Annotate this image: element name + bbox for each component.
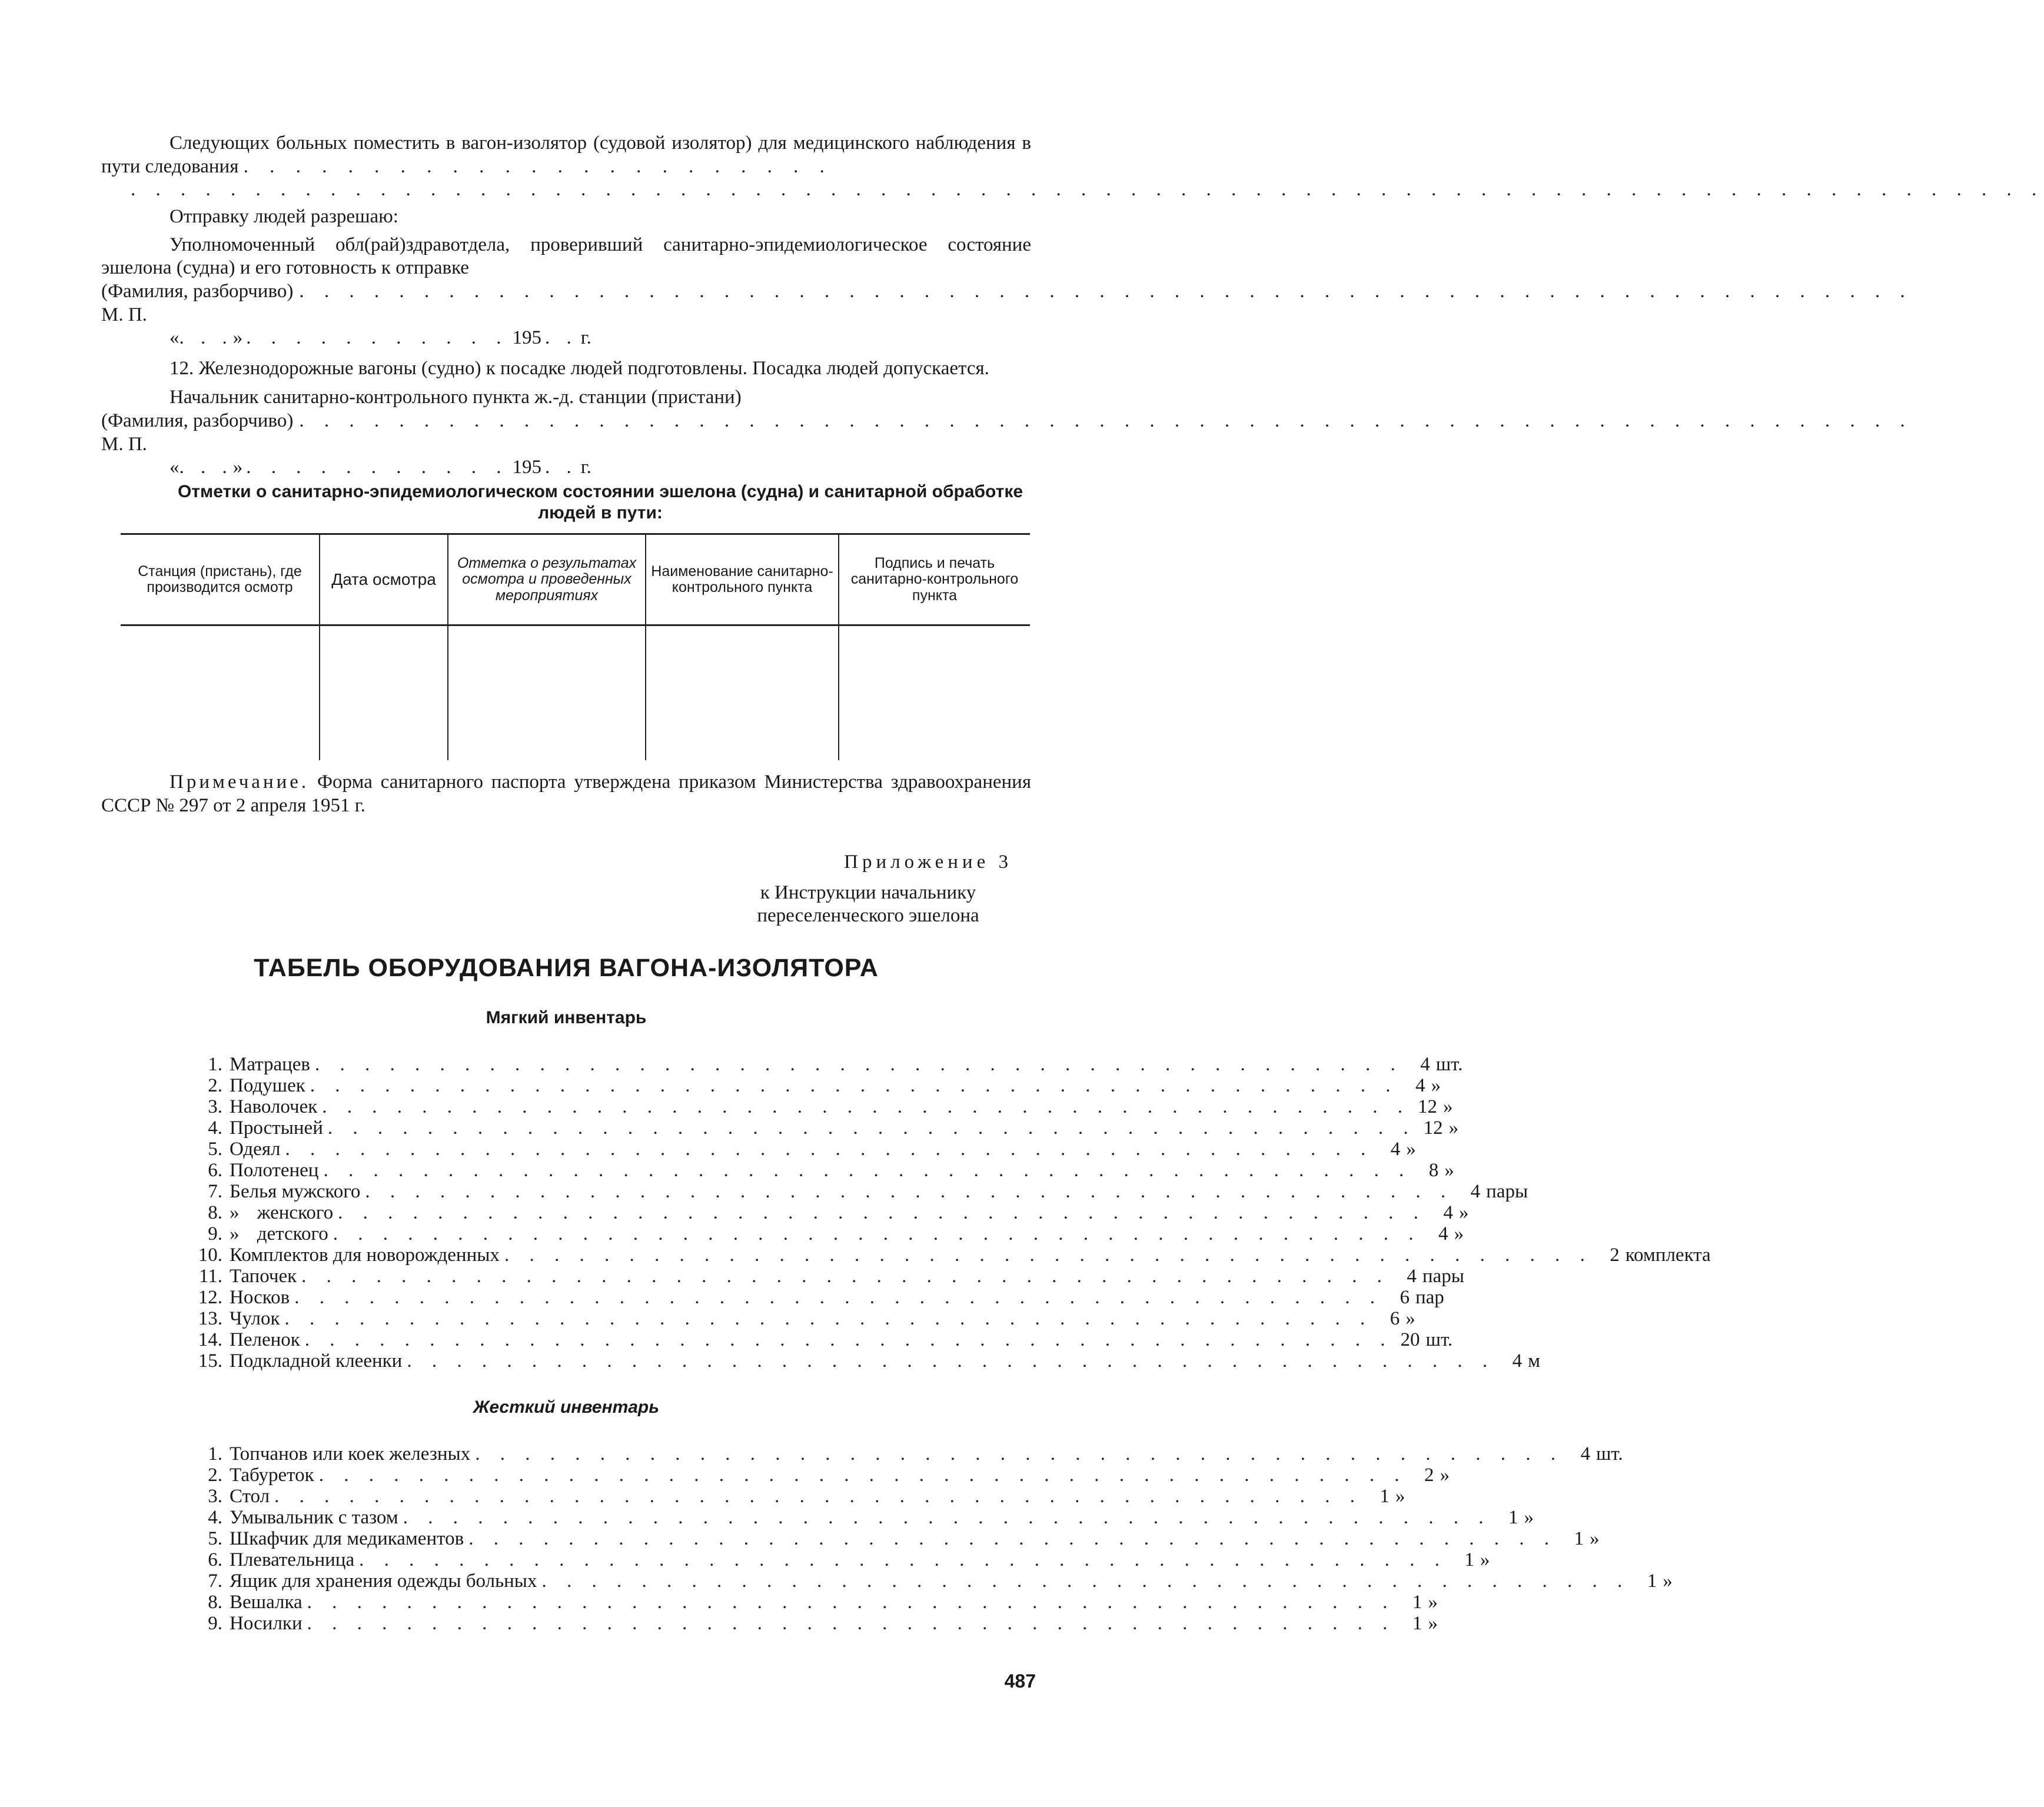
item-number: 5. [208,1139,222,1160]
list-item [184,1591,1438,1613]
list-item [184,1485,1405,1507]
dot-leader: . . . . . . . . . . . . . . . . . . . . . . . . . . . . . . . . . . . . . . . . . . . . [318,1465,1407,1486]
list-item [184,1464,1450,1486]
dot-leader: . . . . . . . . . . . . . . . . . . . . . . . . . . . . . . . . . . . . . . . . . . . . [274,1486,1362,1507]
dot-leader: . . . . . . . . . . . . . . . . . . . . . . . . . . . . . . . . . . . . . . . . . . . . [315,1054,1403,1075]
item-name: Чулок [230,1308,280,1329]
note-text: Форма санитарного паспорта утверждена приказом Министерства здравоохранения СССР № 297 от 2 апреля 1951 г. [101,771,1031,816]
item-unit: » [1663,1570,1673,1592]
soft-inventory-list [184,1053,1711,1372]
item-number: 10. [198,1244,222,1266]
item-unit: пар [1415,1287,1444,1308]
column-station: Станция (пристань), где производится осмотр [121,534,320,625]
marks-table-row [121,625,1030,761]
marks-table-header-row [121,534,1030,625]
item-name: Ящик для хранения одежды больных [230,1570,537,1592]
item-quantity: 4 [1407,1266,1417,1287]
item-number: 4. [208,1507,222,1528]
dot-leader: . . . . . . . . . . . . . . . . . . . . . . . . . . . . . . . . . . . . . . . . . . . . [359,1549,1447,1570]
item-quantity: 4 [1390,1139,1401,1160]
dot-leader: . . . . . . . . . . . . . . . . . . . . . . . . . . . . . . . . . . . . . . . . . . . . [475,1443,1563,1465]
list-item [184,1244,1711,1266]
date-close-quote: » [232,457,243,478]
name-label: (Фамилия, разборчиво) [101,280,294,302]
list-item [184,1096,1453,1117]
header-block [101,132,2044,480]
item-number: 13. [198,1308,222,1329]
item-number: 14. [198,1329,222,1350]
note [101,771,1031,817]
item-number: 9. [208,1613,222,1634]
item-number: 8. [208,1592,222,1613]
item-unit: » [1395,1486,1405,1507]
item-number: 2. [208,1465,222,1486]
dot-leader: . . . . . . . . . . . . . . . . . . . . . . . . . . . . . . . . . . . . . . . . . . . . [285,1139,1374,1160]
item-name: Пеленок [230,1329,300,1350]
item-unit: » [1431,1075,1441,1096]
hard-inventory-list [184,1443,1673,1634]
note-label: Примечание. [169,771,310,793]
item-quantity: 6 [1390,1308,1400,1329]
item-name: » детского [230,1223,328,1244]
item-quantity: 2 [1424,1465,1434,1486]
item-unit: пары [1486,1181,1528,1202]
date-year: 195 [512,327,541,349]
item-quantity: 20 [1400,1329,1420,1350]
list-item [184,1570,1673,1592]
item-name: Наволочек [230,1096,318,1117]
item-name: Табуреток [230,1465,314,1486]
item-number: 1. [208,1054,222,1075]
page-number [965,1670,1036,1694]
item-name: Комплектов для новорожденных [230,1244,500,1266]
dot-leader: . . . . . . . . . . . . . . . . . . . . . . . . . . . . . . . . . . . . . . . . . . . . [322,1096,1411,1117]
dot-leader: . . . . . . . . . . . . . . . . . . . . . . . . . . . . . . . . . . . . . . . . . . . . [327,1117,1416,1139]
item-name: Стол [230,1486,270,1507]
item-quantity: 6 [1400,1287,1410,1308]
dot-leader: . . . . . . . . . . . . . . . . . . . . . . . . . . . . . . . . . . . . . . . . . . . . [307,1592,1395,1613]
item-unit: » [1458,1202,1469,1223]
main-title [101,953,1031,984]
dot-leader: . . . . . . . . . . . . . . . . . . . . . . . . . . . . . . . . . . . . . . . . . . . . [294,1287,1382,1308]
table-cell [839,625,1030,761]
item-name: Топчанов или коек железных [230,1443,471,1465]
dot-leader: . . [545,457,577,478]
dot-leader: . . . . . . . . . . . . . . . . . . . . . . . . . . . . . . . . . . . . . . . . . . . . [310,1075,1398,1096]
item-unit: пары [1422,1266,1464,1287]
item-unit: » [1589,1528,1600,1549]
dot-leader: . . . . . . . . . . . . . . . . . . . . . . . . . . . . . . . . . . . . . . . . . . . . [365,1181,1454,1202]
item-name: Белья мужского [230,1181,361,1202]
list-item [184,1223,1464,1244]
item-quantity: 4 [1512,1350,1523,1372]
dot-leader: . . . . . . . . . . . [246,457,509,478]
list-item [184,1443,1623,1465]
item-number: 2. [208,1075,222,1096]
item-name: Подкладной клеенки [230,1350,403,1372]
dot-leader: . . . . . . . . . . . . . . . . . . . . . . . . . . . . . . . . . . . . . . . . . . . . [304,1329,1393,1350]
item-number: 8. [208,1202,222,1223]
item-quantity: 12 [1418,1096,1438,1117]
marks-title-text: Отметки о санитарно-эпидемиологическом состоянии эшелона (судна) и санитарной обработке людей в пути: [177,482,1023,523]
item-quantity: 4 [1470,1181,1481,1202]
dot-leader: . . . . . . . . . . . . . . . . . . . . . . . . . . . . . . . . . . . . . . . . . . . . [468,1528,1557,1549]
list-item [184,1286,1444,1308]
item-name: Простыней [230,1117,323,1139]
item-quantity: 4 [1443,1202,1453,1223]
item-name: Умывальник с тазом [230,1507,398,1528]
dot-leader: . . . . . . . . . . . . . . . . . . . . . . . . . . . . . . . . . . . . . . . . . . . . [504,1244,1593,1266]
dotted-line [101,178,2044,202]
item-quantity: 12 [1423,1117,1443,1139]
item-name: Вешалка [230,1592,303,1613]
note-paragraph [101,771,1031,817]
item-unit: » [1454,1223,1464,1244]
item-unit: » [1444,1160,1454,1181]
item-quantity: 1 [1574,1528,1584,1549]
item-unit: комплекта [1625,1244,1711,1266]
name-line-2 [101,410,1913,433]
table-cell [121,625,320,761]
table-cell [646,625,839,761]
dot-leader: . . . [179,457,233,478]
item-quantity: 1 [1412,1613,1423,1634]
list-item [184,1180,1528,1202]
main-title-text: ТАБЕЛЬ ОБОРУДОВАНИЯ ВАГОНА-ИЗОЛЯТОРА [254,954,879,982]
item-name: Полотенец [230,1160,319,1181]
item-quantity: 4 [1415,1075,1425,1096]
item-unit: » [1406,1139,1416,1160]
item-unit: » [1448,1117,1459,1139]
list-item [184,1053,1463,1075]
list-item [184,1202,1469,1223]
stamp-place-1: М. П. [101,304,147,325]
dot-leader: . . . . . . . . . . . . . . . . . . . . . . . . . . . . . . . . . . . . . . . . . . . . . . . . . . . . . . . . . . . . . . . . . [299,410,1913,431]
table-cell [448,625,646,761]
item-unit: » [1428,1613,1438,1634]
list-item [184,1506,1534,1528]
hard-inventory-heading-text: Жесткий инвентарь [473,1397,660,1417]
item-unit: шт. [1435,1054,1463,1075]
item-number: 15. [198,1350,222,1372]
item-name: Тапочек [230,1266,297,1287]
item-quantity: 8 [1428,1160,1439,1181]
paragraph-isolator [101,132,1031,178]
item-number: 6. [208,1160,222,1181]
item-unit: » [1440,1465,1450,1486]
item-unit: » [1443,1096,1453,1117]
item-name: Носков [230,1287,290,1308]
item-name: Матрацев [230,1054,310,1075]
item-number: 7. [208,1181,222,1202]
item-unit: » [1480,1549,1490,1570]
date-line-2 [101,456,699,480]
appendix-block [724,851,1012,928]
item-name: Носилки [230,1613,303,1634]
item-unit: » [1405,1308,1415,1329]
appendix-label: Приложение 3 [844,851,1012,873]
appendix-line-2: переселенческого эшелона [757,905,979,927]
page-number-text: 487 [1004,1670,1036,1692]
list-item [184,1350,1540,1372]
item-unit: м [1528,1350,1540,1372]
list-item [184,1117,1459,1139]
list-item [184,1159,1454,1181]
item-quantity: 1 [1380,1486,1390,1507]
item-name: Плевательница [230,1549,355,1570]
list-item [184,1307,1415,1329]
item-name: » женского [230,1202,334,1223]
list-item [184,1074,1441,1096]
item-quantity: 2 [1610,1244,1620,1266]
paragraph-isolator-text: Следующих больных поместить в вагон-изолятор (судовой изолятор) для медицинского наблюдения в пути следования [101,132,1031,177]
item-number: 4. [208,1117,222,1139]
dot-leader: . . . . . . . . . . . . . . . . . . . . . . . . . . . . . . . . . . . . . . . . . . . . [284,1308,1373,1329]
item-number: 5. [208,1528,222,1549]
column-date: Дата осмотра [320,534,448,625]
name-label: (Фамилия, разборчиво) [101,410,294,431]
dot-leader: . . . . . . . . . . . . . . . . . . . . . . . . . . . . . . . . . . . . . . . . . . . . [403,1507,1491,1528]
date-year: 195 [512,457,541,478]
dot-leader: . . . . . . . . . . . . . . . . . . . . . . . . . . . . . . . . . . . . . . . . . . . . [323,1160,1412,1181]
table-cell [320,625,448,761]
item-number: 3. [208,1486,222,1507]
item-quantity: 1 [1464,1549,1474,1570]
dot-leader: . . . . . . . . . . . . . . . . . . . . . . . . . . . . . . . . . . . . . . . . . . . . . . . . . . . . . . . . . . . . . . . . . . . . . . . . . . . . . [131,179,2044,201]
item-number: 7. [208,1570,222,1592]
item-name: Шкафчик для медикаментов [230,1528,464,1549]
list-item [184,1138,1416,1160]
date-open-quote: « [169,457,180,478]
name-line-1 [101,280,1913,304]
marks-table-wrap [121,533,1030,760]
date-line-1 [101,327,699,350]
dot-leader: . . . . . . . . . . . . . . . . . . . . . . . . . . . . . . . . . . . . . . . . . . . . [407,1350,1495,1372]
item-name: Подушек [230,1075,305,1096]
appendix-line-1: к Инструкции начальнику [760,881,976,903]
dot-leader: . . . . . . . . . . . . . . . . . . . . . . . . . . . . . . . . . . . . . . . . . . . . . . . . . . . . . . . . . . . . . . . . . [299,280,1913,302]
item-unit: шт. [1425,1329,1453,1350]
marks-table [121,533,1030,760]
date-close-quote: » [232,327,243,349]
column-point-name: Наименование санитарно-контрольного пункта [646,534,839,625]
column-results: Отметка о результатах осмотра и проведенных мероприятиях [448,534,646,625]
dot-leader: . . . . . . . . . . . . . . . . . . . . . . . [243,155,833,177]
paragraph-permission: Отправку людей разрешаю: [169,206,398,228]
column-signature: Подпись и печать санитарно-контрольного пункта [839,534,1030,625]
list-item [184,1265,1464,1287]
dot-leader: . . [545,327,577,349]
hard-inventory-heading [101,1397,1031,1418]
dot-leader: . . . . . . . . . . . . . . . . . . . . . . . . . . . . . . . . . . . . . . . . . . . . [307,1613,1395,1634]
item-quantity: 4 [1438,1223,1448,1244]
item-number: 6. [208,1549,222,1570]
item-name: Одеял [230,1139,281,1160]
item-unit: шт. [1596,1443,1623,1465]
item-quantity: 1 [1647,1570,1657,1592]
item-quantity: 1 [1412,1592,1423,1613]
item-number: 11. [198,1266,222,1287]
list-item [184,1549,1490,1570]
dot-leader: . . . [179,327,233,349]
list-item [184,1329,1453,1350]
stamp-place-2: М. П. [101,433,147,455]
item-number: 12. [198,1287,222,1308]
item-unit: » [1524,1507,1534,1528]
dot-leader: . . . . . . . . . . . . . . . . . . . . . . . . . . . . . . . . . . . . . . . . . . . . [338,1202,1426,1223]
date-open-quote: « [169,327,180,349]
dot-leader: . . . . . . . . . . . . . . . . . . . . . . . . . . . . . . . . . . . . . . . . . . . . [301,1266,1390,1287]
list-item [184,1612,1438,1634]
dot-leader: . . . . . . . . . . . . . . . . . . . . . . . . . . . . . . . . . . . . . . . . . . . . [333,1223,1421,1244]
soft-inventory-heading [101,1007,1031,1029]
dot-leader: . . . . . . . . . . . [246,327,509,349]
item-quantity: 4 [1420,1054,1430,1075]
soft-inventory-heading-text: Мягкий инвентарь [486,1008,647,1027]
item-quantity: 4 [1580,1443,1590,1465]
item-unit: » [1428,1592,1438,1613]
paragraph-authorized: Уполномоченный обл(рай)здравотдела, проверивший санитарно-эпидемиологическое состояние эшелона (судна) и его готовность к отправке [101,234,1031,279]
item-quantity: 1 [1508,1507,1518,1528]
paragraph-chief: Начальник санитарно-контрольного пункта ж.-д. станции (пристани) [169,387,742,408]
date-year-suffix: г. [580,457,591,478]
item-number: 9. [208,1223,222,1244]
paragraph-wagons-ready: 12. Железнодорожные вагоны (судно) к посадке людей подготовлены. Посадка людей допускается. [169,357,989,379]
dot-leader: . . . . . . . . . . . . . . . . . . . . . . . . . . . . . . . . . . . . . . . . . . . . [541,1570,1630,1592]
marks-title [171,481,1030,524]
date-year-suffix: г. [580,327,591,349]
item-number: 3. [208,1096,222,1117]
item-number: 1. [208,1443,222,1465]
list-item [184,1528,1600,1549]
